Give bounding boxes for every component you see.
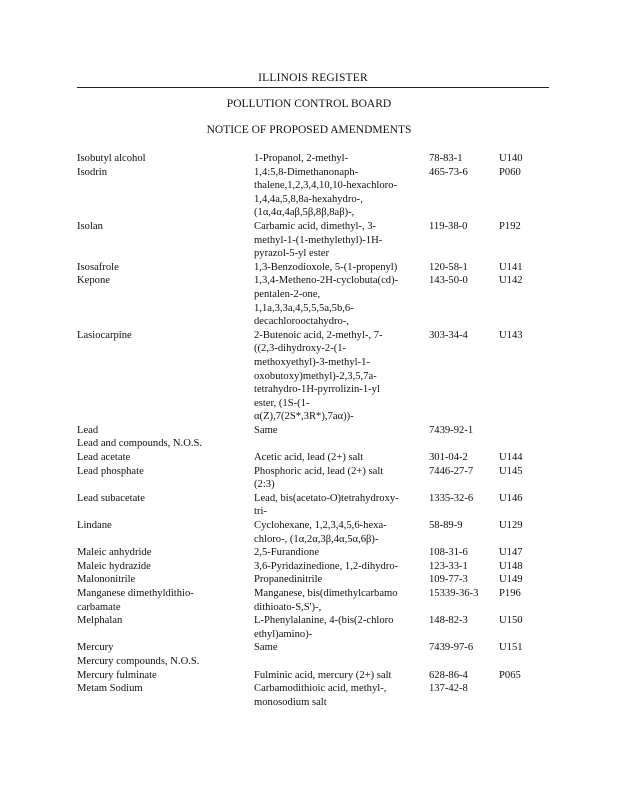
table-row [0,261,618,275]
register-title: ILLINOIS REGISTER [258,72,368,84]
substance-name-line: Melphalan [77,615,123,627]
chemical-description-line: Same [254,424,278,436]
chemical-description [254,519,419,546]
substance-name [77,329,245,343]
table-row [0,451,618,465]
chemical-description-line: 1,1a,3,3a,4,5,5,5a,5b,6- [254,302,354,314]
cas-number: 303-34-4 [429,329,468,341]
substance-name-line: Mercury compounds, N.O.S. [77,655,200,667]
chemical-description-line: thalene,1,2,3,4,10,10-hexachloro- [254,180,397,192]
chemical-description-line: Acetic acid, lead (2+) salt [254,452,364,464]
cas-number: 148-82-3 [429,615,468,627]
cas-number: 7446-27-7 [429,465,474,477]
chemical-description-line: chloro-, (1α,2α,3β,4α,5α,6β)- [254,533,379,545]
chemical-description-line [254,437,419,451]
waste-code: U140 [499,153,523,164]
substance-name [77,437,245,451]
chemical-description-line: 1,3-Benzodioxole, 5-(1-propenyl) [254,261,398,273]
notice-title: NOTICE OF PROPOSED AMENDMENTS [206,124,412,136]
chemical-description-line: pentalen-2-one, [254,288,321,300]
substance-name [77,573,245,587]
chemical-description [254,465,419,492]
chemical-description-line: oxobutoxy)methyl)-2,3,5,7a- [254,370,377,382]
substance-name-line: Isodrin [77,166,108,178]
substance-name [77,492,245,506]
chemical-description-line: ethyl)amino)- [254,628,313,640]
substance-name-line: Metam Sodium [77,683,143,695]
chemical-description [254,560,419,574]
waste-code: P192 [499,220,521,232]
table-row [0,573,618,587]
substance-name [77,587,245,614]
waste-code: U142 [499,275,523,287]
table-row [0,587,618,614]
waste-code: U146 [499,492,523,504]
substance-name [77,274,245,288]
table-row [0,682,618,709]
waste-code: U148 [499,560,523,572]
chemical-description-line: ((2,3-dihydroxy-2-(1- [254,343,347,355]
chemical-description-line: 2-Butenoic acid, 2-methyl-, 7- [254,329,383,341]
table-row [0,220,618,261]
cas-number: 120-58-1 [429,261,468,273]
chemical-description-line: Fulminic acid, mercury (2+) salt [254,669,392,681]
table-row [0,614,618,641]
table-row [0,465,618,492]
chemical-description [254,152,419,166]
substance-name [77,220,245,234]
chemical-description [254,614,419,641]
substance-name-line: Isosafrole [77,261,119,273]
substance-list [0,152,618,709]
waste-code: U145 [499,465,523,477]
waste-code: U129 [499,520,523,532]
table-row [0,546,618,560]
table-row [0,655,618,669]
table-row [0,274,618,328]
chemical-description-line: Lead, bis(acetato-O)tetrahydroxy- [254,492,399,504]
substance-name [77,546,245,560]
chemical-description-line: methoxyethyl)-3-methyl-1- [254,356,370,368]
cas-number: 1335-32-6 [429,492,474,504]
cas-number: 15339-36-3 [429,588,479,599]
chemical-description-line: 1,4:5,8-Dimethanonaph- [254,166,359,178]
chemical-description-line: α(Z),7(2S*,3R*),7aα))- [254,411,354,423]
chemical-description [254,261,419,275]
chemical-description-line: Carbamic acid, dimethyl-, 3- [254,220,377,232]
chemical-description-line: Carbamodithioic acid, methyl-, [254,683,387,695]
cas-number: 301-04-2 [429,452,468,464]
substance-name-line: Malononitrile [77,574,136,586]
chemical-description [254,546,419,560]
chemical-description-line: (2:3) [254,479,275,491]
waste-code: U149 [499,574,523,586]
cas-number: 123-33-1 [429,560,468,572]
substance-name-line: Lindane [77,520,112,532]
header-rule [77,87,549,88]
waste-code: U151 [499,642,523,654]
chemical-description-line: pyrazol-5-yl ester [254,248,330,260]
waste-code: U144 [499,452,523,464]
chemical-description-line: 1-Propanol, 2-methyl- [254,153,349,164]
substance-name-line: Lead subacetate [77,492,145,504]
chemical-description [254,166,419,220]
substance-name [77,641,245,655]
substance-name [77,465,245,479]
chemical-description-line: Cyclohexane, 1,2,3,4,5,6-hexa- [254,520,387,532]
cas-number: 108-31-6 [429,547,468,559]
cas-number: 7439-97-6 [429,642,474,654]
chemical-description-line: (1α,4α,4aβ,5β,8β,8aβ)-, [254,207,355,219]
table-row [0,437,618,451]
waste-code: U147 [499,547,523,559]
chemical-description-line: tri- [254,506,267,518]
chemical-description-line: Same [254,642,278,654]
chemical-description-line: Phosphoric acid, lead (2+) salt [254,465,384,477]
cas-number: 119-38-0 [429,220,468,232]
chemical-description-line: dithioato-S,S')-, [254,601,322,613]
table-row [0,669,618,683]
cas-number: 109-77-3 [429,574,468,586]
board-title: POLLUTION CONTROL BOARD [226,98,392,110]
table-row [0,329,618,424]
substance-name-line: Lasiocarpine [77,329,132,341]
substance-name-line: Lead and compounds, N.O.S. [77,438,203,450]
cas-number: 58-89-9 [429,520,463,532]
chemical-description [254,669,419,683]
register-header [77,72,549,88]
substance-name-line: Lead phosphate [77,465,144,477]
substance-name [77,451,245,465]
cas-number: 465-73-6 [429,166,468,178]
waste-code: U143 [499,329,523,341]
chemical-description-line: 2,5-Furandione [254,547,320,559]
table-row [0,519,618,546]
chemical-description-line [254,655,419,669]
substance-name-line: Mercury fulminate [77,669,157,681]
waste-code: P196 [499,588,521,599]
substance-name-line: Lead [77,424,99,436]
chemical-description-line: Propanedinitrile [254,574,323,586]
chemical-description-line: 3,6-Pyridazinedione, 1,2-dihydro- [254,560,399,572]
cas-number: 7439-92-1 [429,424,474,436]
chemical-description [254,274,419,328]
substance-name-line: Maleic hydrazide [77,560,151,572]
waste-code: P065 [499,669,521,681]
chemical-description [254,492,419,519]
chemical-description-line: 1,3,4-Metheno-2H-cyclobuta(cd)- [254,275,399,287]
cas-number: 137-42-8 [429,683,468,695]
table-row [0,166,618,220]
substance-name [77,166,245,180]
waste-code: P060 [499,166,521,178]
substance-name-line: Isolan [77,220,103,232]
chemical-description [254,424,419,438]
chemical-description [254,641,419,655]
table-row [0,424,618,438]
chemical-description-line: 1,4,4a,5,8,8a-hexahydro-, [254,193,363,205]
substance-name-line: Manganese dimethyldithio- [77,588,194,599]
cas-number: 628-86-4 [429,669,468,681]
substance-name [77,560,245,574]
substance-name-line: Kepone [77,275,110,287]
chemical-description-line: Manganese, bis(dimethylcarbamo [254,588,398,599]
chemical-description [254,587,419,614]
chemical-description [254,220,419,261]
table-row [0,492,618,519]
substance-name-line: carbamate [77,601,121,613]
chemical-description [254,573,419,587]
chemical-description-line: L-Phenylalanine, 4-(bis(2-chloro [254,615,394,627]
substance-name [77,614,245,628]
chemical-description-line: tetrahydro-1H-pyrrolizin-1-yl [254,384,380,396]
substance-name [77,682,245,696]
waste-code: U150 [499,615,523,627]
substance-name [77,655,245,669]
table-row [0,152,618,166]
substance-name [77,669,245,683]
chemical-description [254,682,419,709]
substance-name-line: Isobutyl alcohol [77,153,146,164]
cas-number: 143-50-0 [429,275,468,287]
substance-name-line: Mercury [77,642,114,654]
substance-name-line: Lead acetate [77,452,131,464]
chemical-description-line: decachlorooctahydro-, [254,316,350,328]
substance-name-line: Maleic anhydride [77,547,152,559]
table-row [0,560,618,574]
chemical-description-line: methyl-1-(1-methylethyl)-1H- [254,234,383,246]
chemical-description [254,329,419,424]
substance-name [77,261,245,275]
substance-name [77,424,245,438]
chemical-description-line: ester, (1S-(1- [254,397,310,409]
cas-number: 78-83-1 [429,153,463,164]
substance-name [77,519,245,533]
chemical-description [254,451,419,465]
table-row [0,641,618,655]
chemical-description [254,655,419,669]
chemical-description-line: monosodium salt [254,696,327,708]
chemical-description [254,437,419,451]
substance-name [77,152,245,166]
waste-code: U141 [499,261,523,273]
